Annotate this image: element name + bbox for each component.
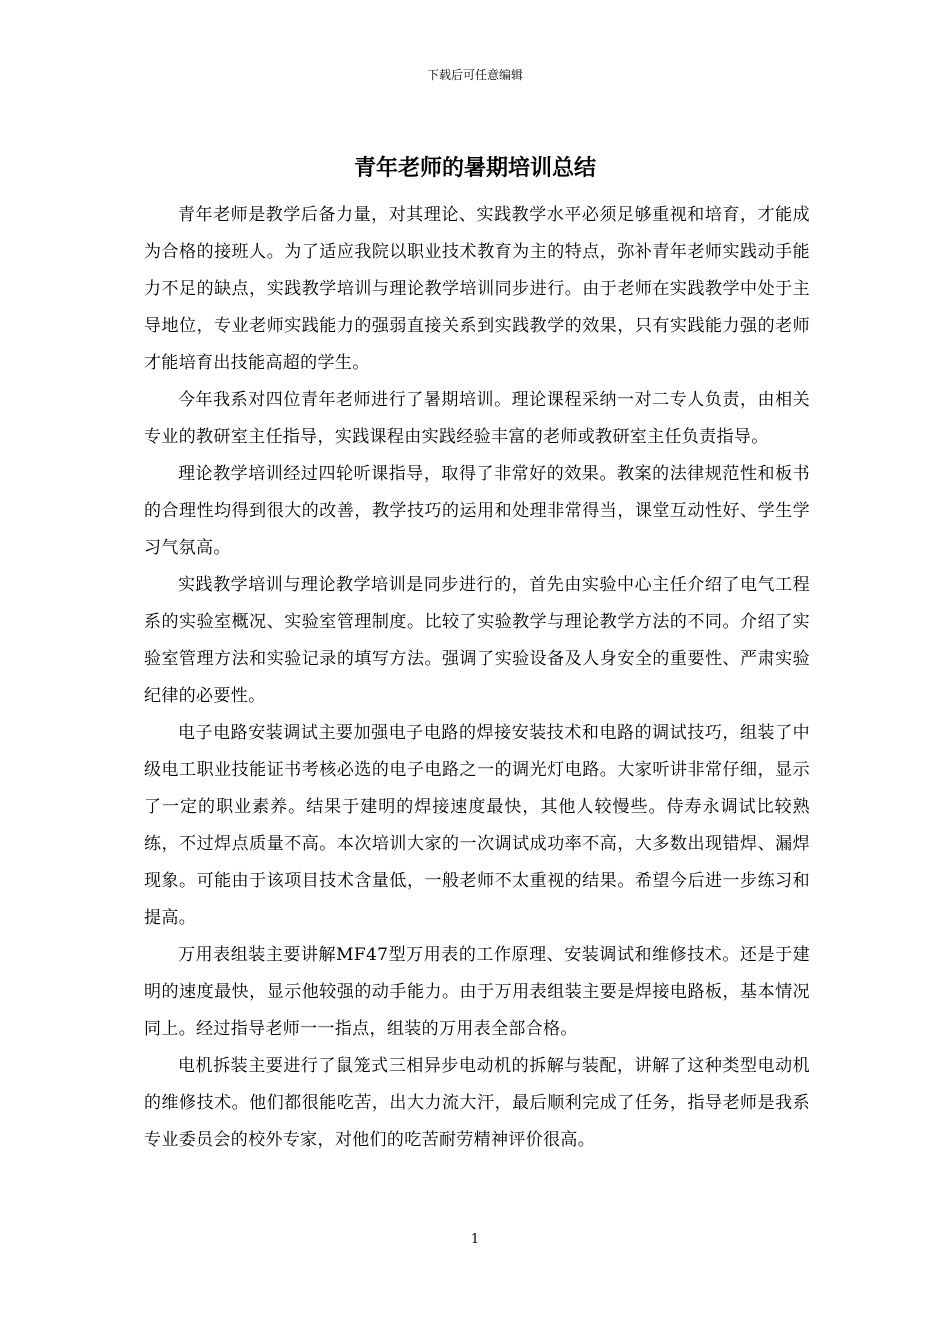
paragraph-training-arrangement: 今年我系对四位青年老师进行了暑期培训。理论课程采纳一对二专人负责，由相关专业的教研室主任指导，实践课程由实践经验丰富的老师或教研室主任负责指导。 bbox=[144, 390, 810, 447]
document-body bbox=[144, 197, 810, 1159]
paragraph-circuit-assembly: 电子电路安装调试主要加强电子电路的焊接安装技术和电路的调试技巧，组装了中级电工职业技能证书考核必选的电子电路之一的调光灯电路。大家听讲非常仔细，显示了一定的职业素养。结果于建明的焊接速度最快，其他人较慢些。侍寿永调试比较熟练，不过焊点质量不高。本次培训大家的一次调试成功率不高，大多数出现错焊、漏焊现象。可能由于该项目技术含量低，一般老师不太重视的结果。希望今后进一步练习和提高。 bbox=[144, 723, 810, 928]
page-header-note: 下载后可任意编辑 bbox=[426, 68, 523, 82]
paragraph-multimeter-assembly: 万用表组装主要讲解MF47型万用表的工作原理、安装调试和维修技术。还是于建明的速度最快，显示他较强的动手能力。由于万用表组装主要是焊接电路板，基本情况同上。经过指导老师一一指点，组装的万用表全部合格。 bbox=[144, 945, 810, 1039]
document-title: 青年老师的暑期培训总结 bbox=[353, 156, 596, 181]
paragraph-intro: 青年老师是教学后备力量，对其理论、实践教学水平必须足够重视和培育，才能成为合格的接班人。为了适应我院以职业技术教育为主的特点，弥补青年老师实践动手能力不足的缺点，实践教学培训与理论教学培训同步进行。由于老师在实践教学中处于主导地位，专业老师实践能力的强弱直接关系到实践教学的效果，只有实践能力强的老师才能培育出技能高超的学生。 bbox=[144, 205, 810, 373]
page-number: 1 bbox=[470, 1232, 480, 1247]
paragraph-motor-disassembly: 电机拆装主要进行了鼠笼式三相异步电动机的拆解与装配，讲解了这种类型电动机的维修技术。他们都很能吃苦，出大力流大汗，最后顺利完成了任务，指导老师是我系专业委员会的校外专家，对他们的吃苦耐劳精神评价很高。 bbox=[144, 1056, 810, 1150]
paragraph-practice-training: 实践教学培训与理论教学培训是同步进行的，首先由实验中心主任介绍了电气工程系的实验室概况、实验室管理制度。比较了实验教学与理论教学方法的不同。介绍了实验室管理方法和实验记录的填写方法。强调了实验设备及人身安全的重要性、严肃实验纪律的必要性。 bbox=[144, 575, 810, 706]
paragraph-theory-training: 理论教学培训经过四轮听课指导，取得了非常好的效果。教案的法律规范性和板书的合理性均得到很大的改善，教学技巧的运用和处理非常得当，课堂互动性好、学生学习气氛高。 bbox=[144, 464, 810, 558]
